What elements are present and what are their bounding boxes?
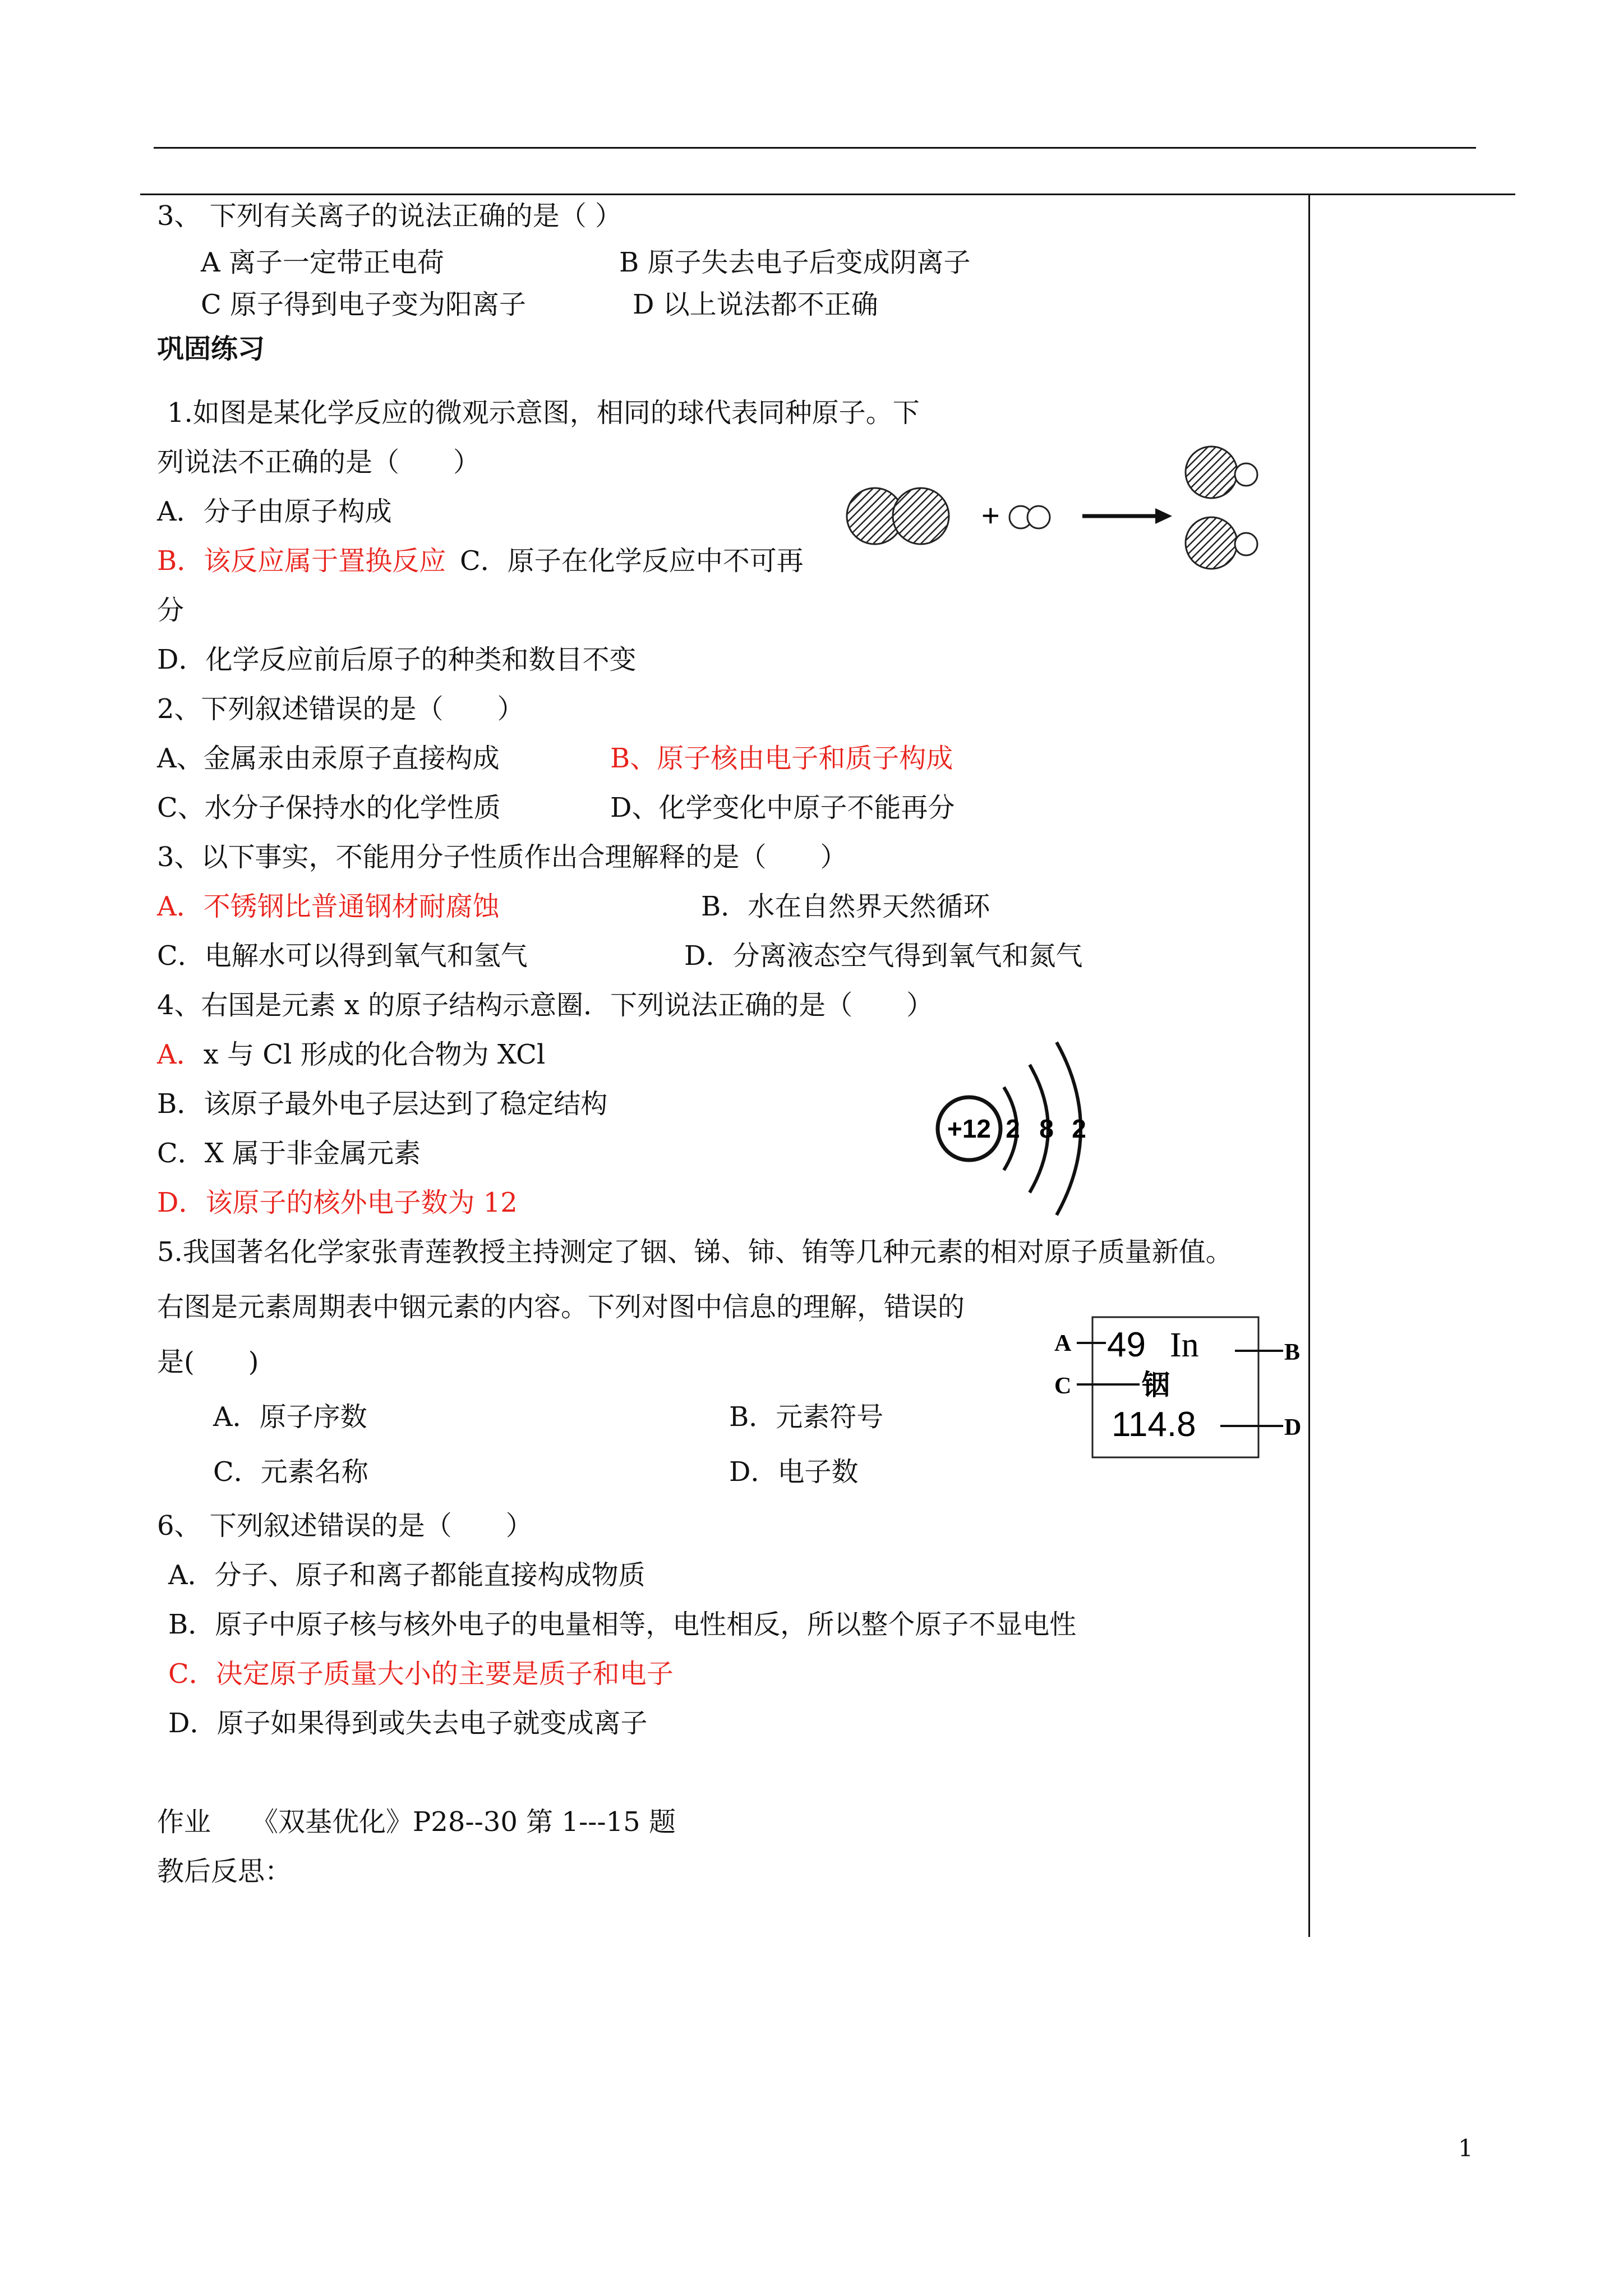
q3-intro-option-d: D 以上说法都不正确 (633, 289, 878, 320)
element-name: 铟 (1142, 1369, 1170, 1401)
label-c: C (1054, 1373, 1072, 1399)
p3-option-d: D．分离液态空气得到氧气和氮气 (684, 940, 1083, 972)
p6-stem: 6、 下列叙述错误的是（ ） (157, 1510, 533, 1542)
reactant-molecule-white (1009, 506, 1050, 528)
p6-option-b: B．原子中原子核与核外电子的电量相等，电性相反，所以整个原子不显电性 (168, 1609, 1077, 1640)
p3-option-c: C．电解水可以得到氧气和氢气 (157, 940, 528, 972)
reaction-arrow (1082, 508, 1172, 524)
nucleus-charge: +12 (947, 1114, 992, 1143)
reflection-line: 教后反思： (157, 1856, 292, 1887)
p5-option-b: B．元素符号 (729, 1401, 884, 1433)
p5-option-a: A．原子序数 (213, 1401, 367, 1433)
p4-option-c: C．X 属于非金属元素 (157, 1138, 421, 1169)
header-rule (154, 147, 1476, 149)
label-b: B (1284, 1340, 1301, 1365)
p2-stem: 2、下列叙述错误的是（ ） (157, 693, 524, 725)
product-molecule-2 (1186, 517, 1257, 569)
p4-stem: 4、右国是元素 x 的原子结构示意圈．下列说法正确的是（ ） (157, 990, 934, 1021)
p4-option-b: B．该原子最外电子层达到了稳定结构 (157, 1088, 608, 1120)
q3-intro-option-b: B 原子失去电子后变成阴离子 (619, 247, 971, 278)
p2-option-b: B、原子核由电子和质子构成 (610, 743, 953, 774)
p4-option-a-label: A． (157, 1039, 204, 1070)
page-number: 1 (1458, 2134, 1473, 2162)
p1-stem-line1: 1.如图是某化学反应的微观示意图，相同的球代表同种原子。下 (167, 397, 920, 429)
product-molecule-1 (1186, 447, 1257, 498)
p1-stem-line2: 列说法不正确的是（ ） (157, 447, 481, 478)
p5-stem-line3: 是( ) (157, 1346, 259, 1378)
p4-option-d-text: 该原子的核外电子数为 12 (205, 1187, 518, 1218)
element-symbol: In (1170, 1326, 1199, 1364)
p1-option-c-line1: C．原子在化学反应中不可再 (460, 545, 804, 577)
p6-option-d: D．原子如果得到或失去电子就变成离子 (168, 1708, 648, 1739)
section-title: 巩固练习 (157, 333, 265, 365)
shell-electrons-2: 8 (1039, 1114, 1054, 1143)
reaction-diagram (841, 432, 1279, 600)
element-atomic-number: 49 (1107, 1326, 1146, 1364)
table-column-divider (1308, 194, 1310, 1937)
p1-option-d: D．化学反应前后原子的种类和数目不变 (157, 644, 637, 675)
p5-option-c: C．元素名称 (213, 1456, 368, 1488)
p1-option-b: B．该反应属于置换反应 (157, 545, 446, 577)
p3-stem: 3、以下事实，不能用分子性质作出合理解释的是（ ） (157, 841, 847, 873)
p3-option-a: A．不锈钢比普通钢材耐腐蚀 (157, 891, 500, 922)
p6-option-c: C．决定原子质量大小的主要是质子和电子 (168, 1658, 674, 1690)
shell-electrons-1: 2 (1006, 1114, 1020, 1143)
p2-option-d: D、化学变化中原子不能再分 (610, 792, 955, 823)
element-card-diagram (1052, 1306, 1302, 1463)
q3-intro-option-c: C 原子得到电子变为阳离子 (201, 289, 526, 320)
label-a: A (1054, 1331, 1072, 1356)
p4-option-d-label: D． (157, 1187, 206, 1218)
p4-option-d (157, 1186, 518, 1220)
p1-option-c-line2: 分 (157, 595, 185, 626)
label-d: D (1284, 1415, 1302, 1441)
p3-option-b: B．水在自然界天然循环 (701, 891, 990, 922)
plus-sign: + (981, 498, 1000, 533)
p5-stem-line2: 右图是元素周期表中铟元素的内容。下列对图中信息的理解，错误的 (157, 1291, 965, 1323)
q3-intro-stem: 3、 下列有关离子的说法正确的是（ ） (157, 200, 623, 232)
q3-intro-option-a: A 离子一定带正电荷 (201, 247, 444, 278)
p1-option-a: A．分子由原子构成 (157, 496, 392, 527)
element-atomic-mass: 114.8 (1112, 1405, 1196, 1444)
p2-option-a: A、金属汞由汞原子直接构成 (157, 743, 500, 774)
p4-option-a-text: x 与 Cl 形成的化合物为 XCl (203, 1039, 546, 1070)
shell-electrons-3: 2 (1072, 1114, 1086, 1143)
atom-structure-diagram (920, 1032, 1105, 1217)
p5-stem-line1: 5.我国著名化学家张青莲教授主持测定了铟、锑、铈、铕等几种元素的相对原子质量新值。 (157, 1236, 1233, 1268)
p6-option-a: A．分子、原子和离子都能直接构成物质 (168, 1559, 645, 1591)
homework-line: 作业 《双基优化》P28--30 第 1---15 题 (157, 1806, 676, 1838)
reactant-molecule-hatched (847, 488, 949, 544)
p5-option-d: D．电子数 (729, 1456, 859, 1488)
p2-option-c: C、水分子保持水的化学性质 (157, 792, 501, 823)
p4-option-a (157, 1038, 545, 1071)
